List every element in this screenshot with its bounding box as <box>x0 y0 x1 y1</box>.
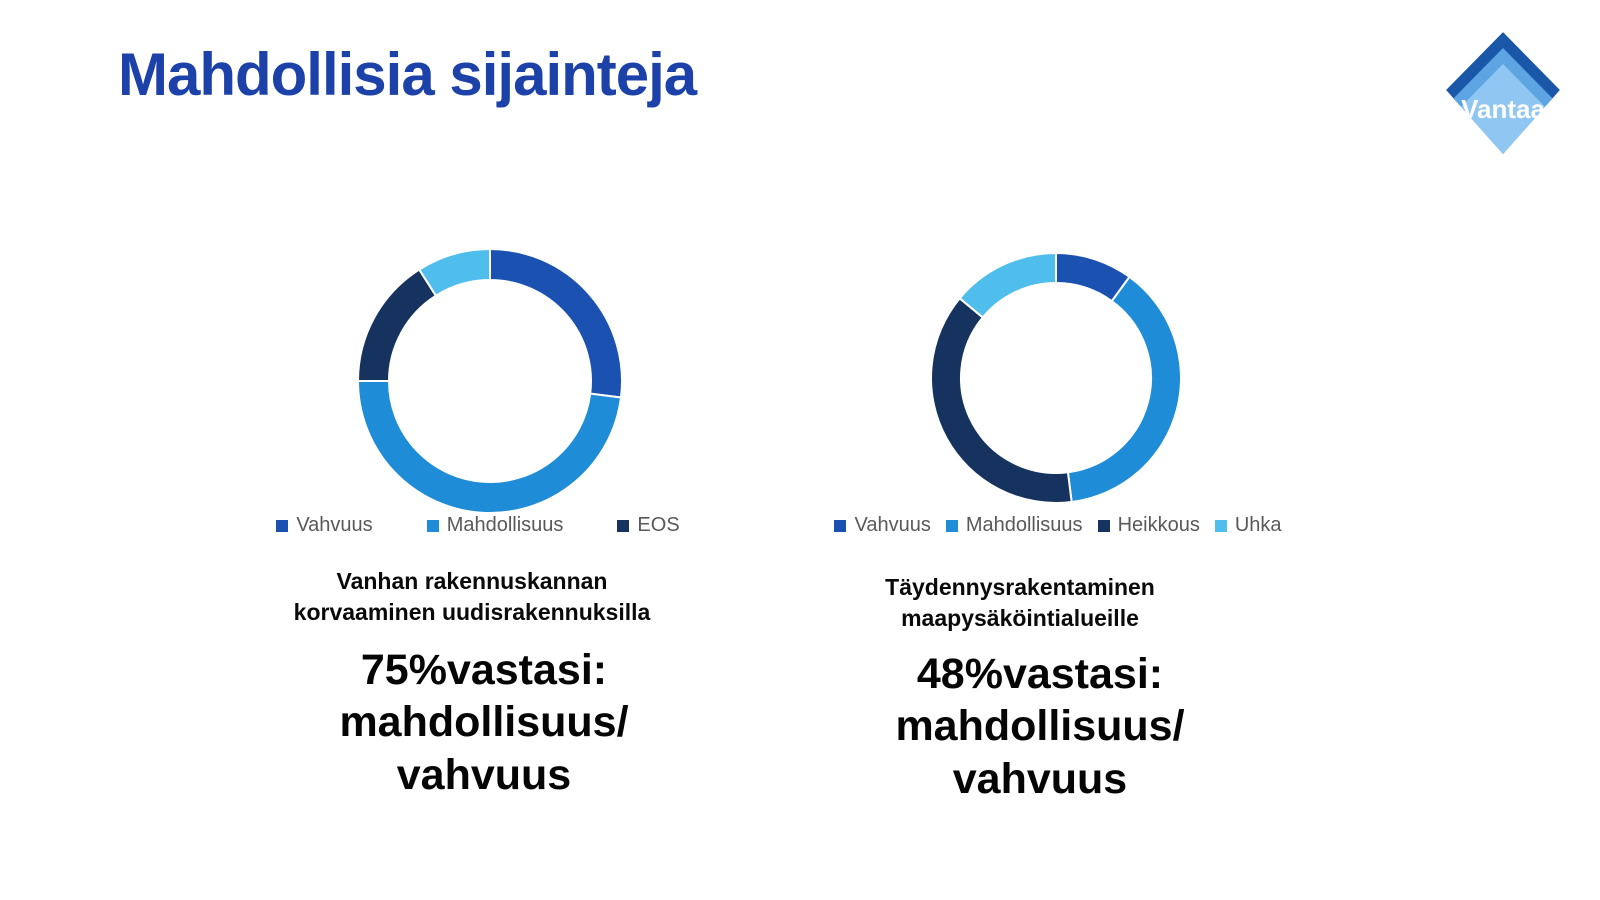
stat-text-left <box>274 644 694 801</box>
stat-line: 48%vastasi: <box>916 650 1164 698</box>
legend-label: Uhka <box>1234 514 1282 536</box>
donut-segment-mahdollisuus <box>1068 277 1181 502</box>
stat-line: vahvuus <box>396 750 572 799</box>
stat-line: vahvuus <box>952 754 1128 803</box>
donut-chart-left <box>350 241 630 521</box>
legend-item <box>617 514 679 537</box>
legend-item <box>834 514 930 537</box>
donut-segment-vahvuus <box>490 249 622 398</box>
legend-label: Vahvuus <box>854 514 931 536</box>
legend-label: EOS <box>637 514 680 536</box>
caption-line: maapysäköintialueille <box>901 605 1139 632</box>
caption-line: Vanhan rakennuskannan <box>336 568 608 594</box>
legend-label: Vahvuus <box>296 514 373 536</box>
donut-segment-mahdollisuus <box>358 381 621 513</box>
legend-item <box>427 514 564 537</box>
donut-segment-heikkous <box>931 298 1072 503</box>
stat-text-right <box>830 648 1250 805</box>
stat-line: mahdollisuus/ <box>339 698 629 747</box>
chart-caption-left <box>262 566 682 628</box>
legend-label: Heikkous <box>1117 514 1200 536</box>
caption-line: korvaaminen uudisrakennuksilla <box>293 599 651 626</box>
donut-segment-uhka <box>960 253 1056 317</box>
chart-legend-right <box>838 514 1282 537</box>
logo-text: Vantaa <box>1461 94 1545 124</box>
legend-swatch-icon <box>427 520 439 532</box>
legend-swatch-icon <box>617 520 629 532</box>
stat-line: mahdollisuus/ <box>895 702 1185 751</box>
legend-item <box>1215 514 1282 537</box>
page-title: Mahdollisia sijainteja <box>118 41 697 108</box>
legend-item <box>946 514 1083 537</box>
vantaa-logo <box>1438 28 1568 158</box>
legend-item <box>1098 514 1200 537</box>
legend-swatch-icon <box>276 520 288 532</box>
legend-item <box>276 514 372 537</box>
chart-legend-left <box>238 514 718 537</box>
donut-chart-right <box>926 248 1186 508</box>
stat-line: 75%vastasi: <box>360 646 608 694</box>
legend-label: Mahdollisuus <box>446 514 564 536</box>
chart-caption-right <box>810 572 1230 634</box>
legend-swatch-icon <box>946 520 958 532</box>
legend-swatch-icon <box>1098 520 1110 532</box>
legend-swatch-icon <box>1215 520 1227 532</box>
donut-segment-eos <box>358 270 436 381</box>
legend-label: Mahdollisuus <box>965 514 1083 536</box>
caption-line: Täydennysrakentaminen <box>885 574 1155 600</box>
legend-swatch-icon <box>834 520 846 532</box>
